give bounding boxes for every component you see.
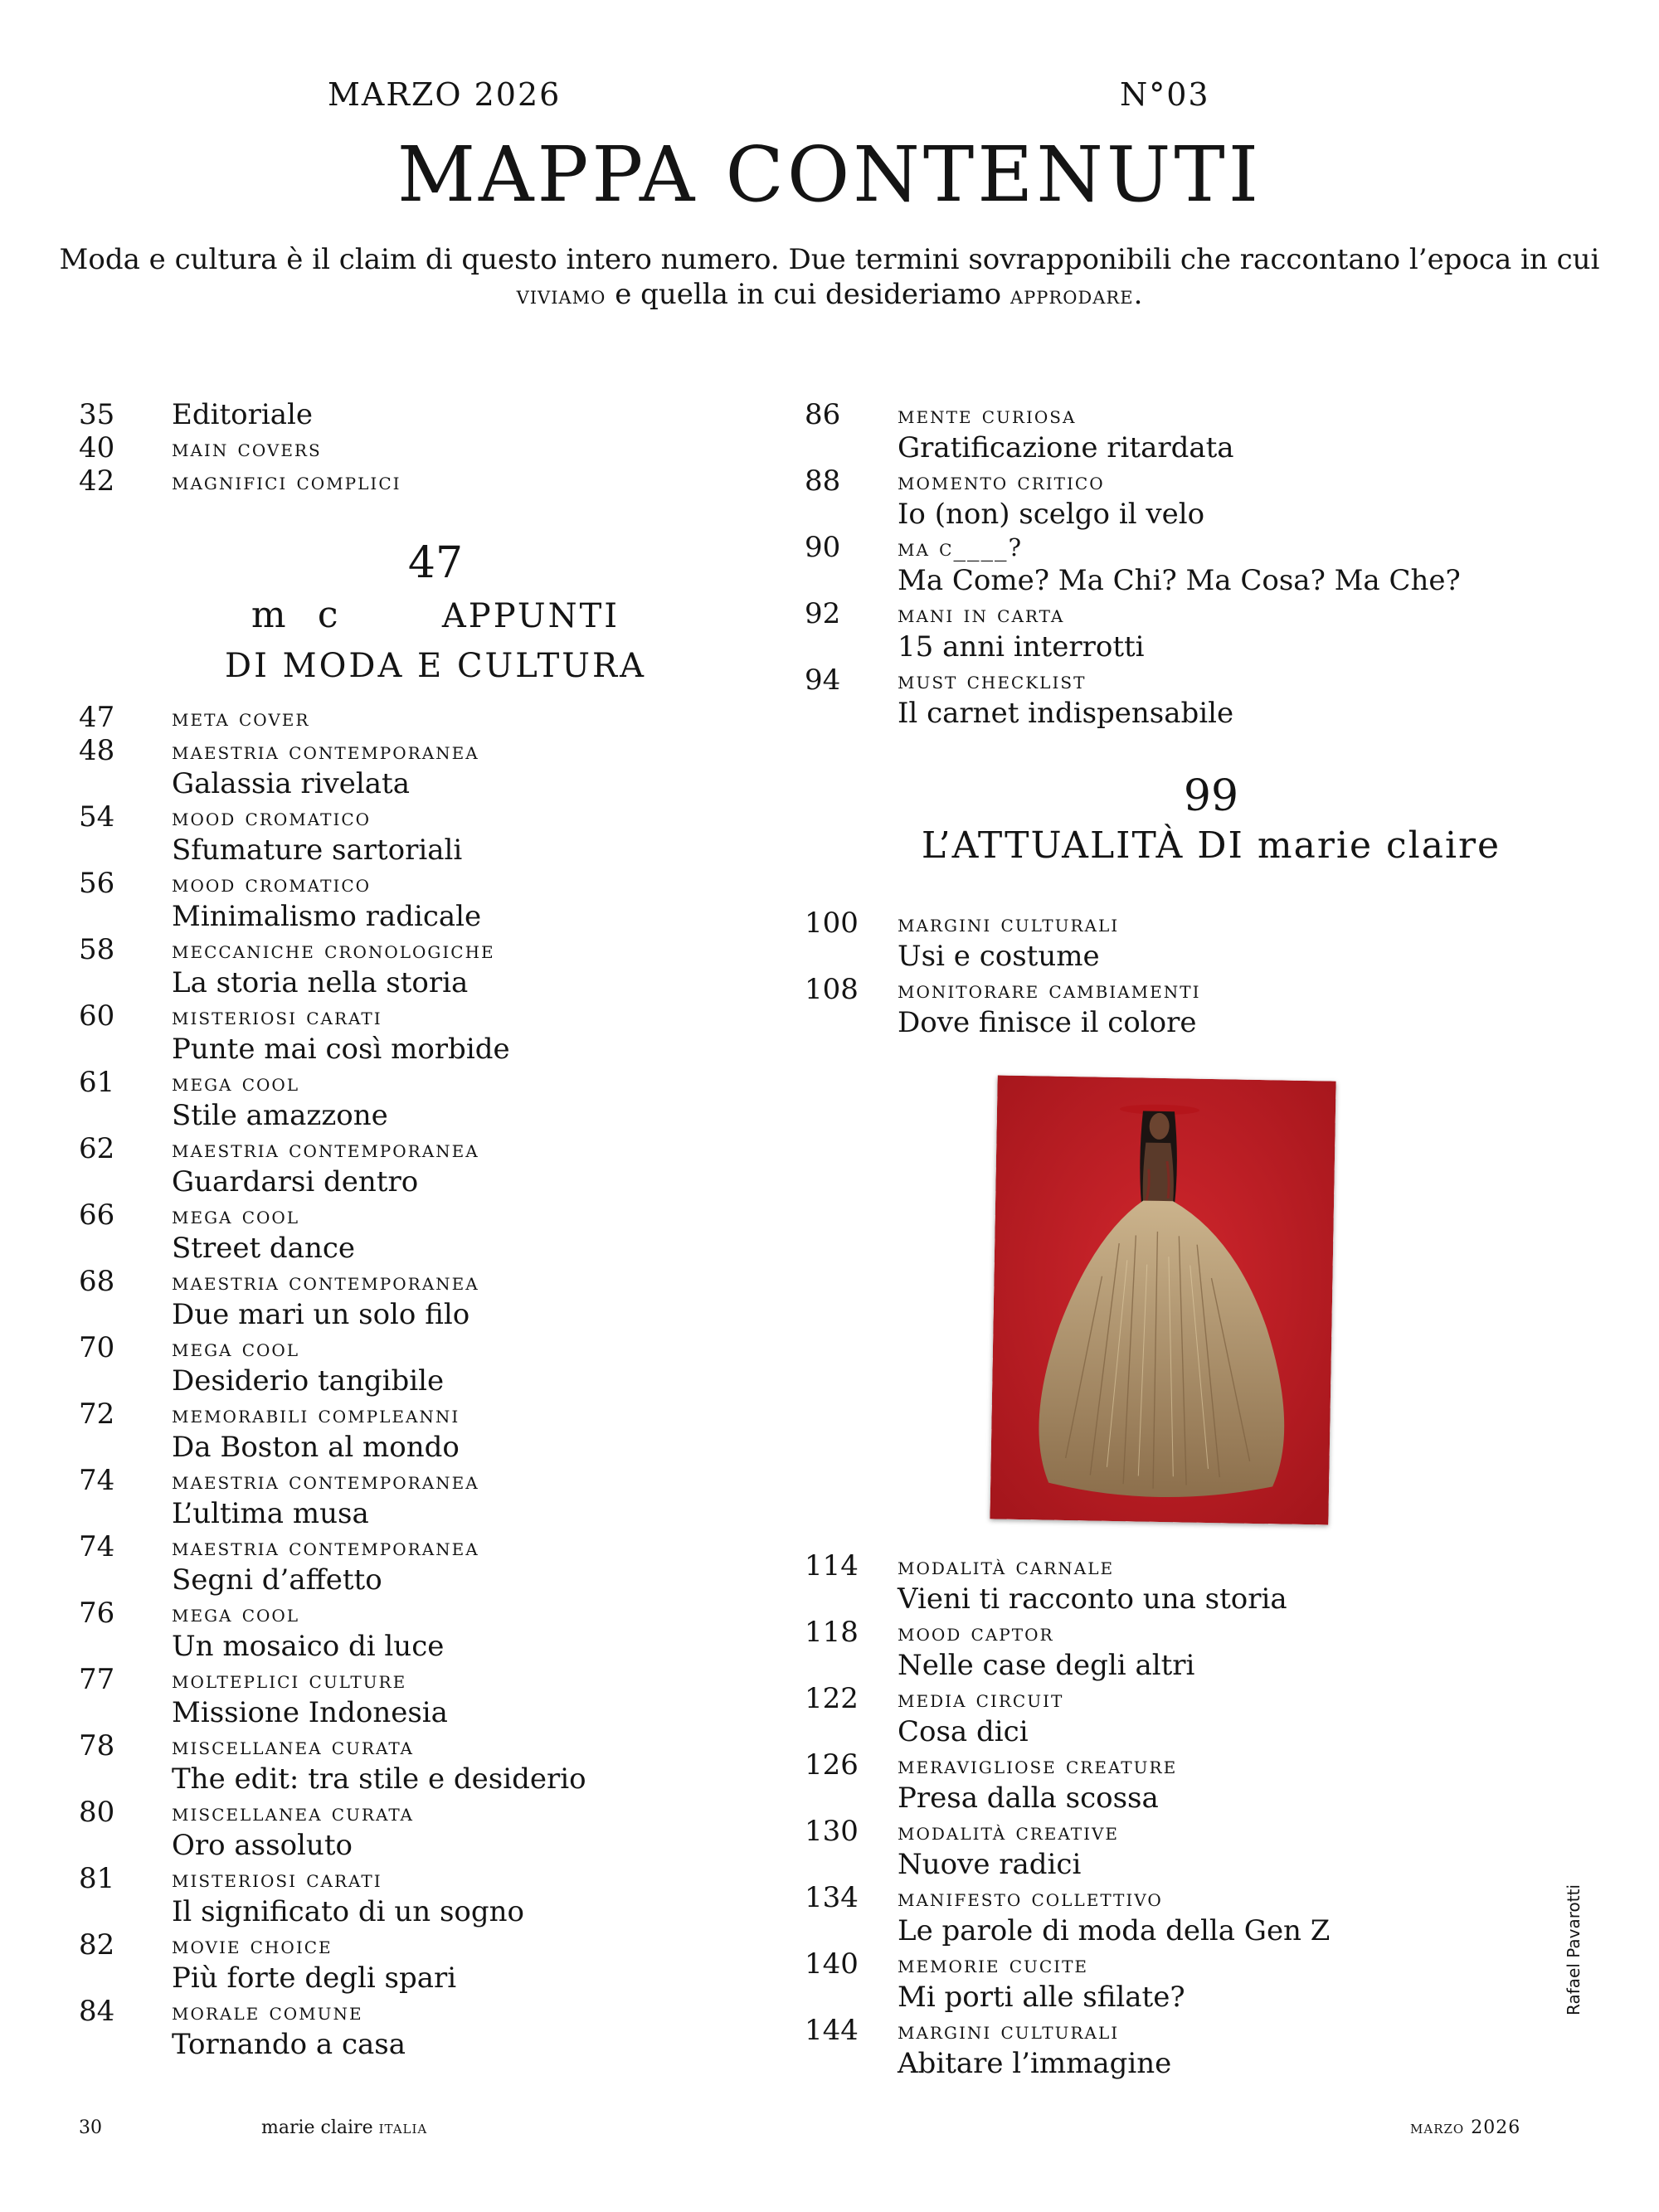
toc-page-number: 90 — [805, 531, 841, 564]
toc-entry — [79, 999, 767, 1066]
toc-section-kicker: memorie cucite — [898, 1950, 1089, 1978]
toc-page-number: 58 — [79, 933, 115, 966]
toc-page-number: 122 — [805, 1682, 859, 1715]
toc-entry — [79, 1530, 767, 1597]
toc-page-number: 56 — [79, 867, 115, 900]
section-header-mc — [79, 539, 792, 691]
intro-part3: . — [1133, 278, 1143, 311]
toc-section-kicker: mega cool — [172, 1201, 300, 1229]
toc-entry — [79, 1066, 767, 1132]
toc-entry — [79, 1796, 767, 1862]
toc-section-kicker: maestria contemporanea — [172, 1135, 479, 1163]
toc-entry — [79, 431, 767, 464]
toc-page-number: 68 — [79, 1265, 115, 1298]
toc-section-kicker: modalità creative — [898, 1817, 1120, 1845]
toc-article-title: Missione Indonesia — [172, 1696, 448, 1729]
toc-section-kicker: maestria contemporanea — [172, 1533, 479, 1561]
toc-right-top — [805, 398, 1593, 730]
toc-page-number: 118 — [805, 1616, 859, 1649]
toc-entry — [805, 1947, 1593, 2014]
toc-entry — [79, 1398, 767, 1464]
toc-entry — [79, 701, 767, 734]
toc-entry — [79, 1265, 767, 1331]
toc-section-kicker: meta cover — [172, 703, 310, 732]
intro-emphasis-2: approdare — [1010, 281, 1134, 310]
intro-part2: e quella in cui desideriamo — [606, 278, 1010, 311]
toc-section-kicker: margini culturali — [898, 2016, 1120, 2044]
toc-entry — [805, 1682, 1593, 1748]
toc-page-number: 66 — [79, 1198, 115, 1232]
section-subtitle: DI MODA E CULTURA — [225, 647, 646, 685]
toc-page-number: 92 — [805, 597, 841, 630]
toc-section-kicker: magnifici complici — [172, 467, 401, 495]
toc-page-number: 70 — [79, 1331, 115, 1364]
toc-article-title: Nuove radici — [898, 1848, 1082, 1881]
toc-entry — [805, 2014, 1593, 2080]
toc-article-title: Due mari un solo filo — [172, 1298, 470, 1331]
toc-page-number: 81 — [79, 1862, 115, 1895]
section-letter-m: m — [251, 594, 286, 636]
toc-article-title: Mi porti alle sfilate? — [898, 1981, 1185, 2014]
toc-right-attualita — [805, 907, 1593, 1039]
issue-number: N°03 — [1120, 76, 1210, 113]
toc-page-number: 140 — [805, 1947, 859, 1981]
footer-page-number: 30 — [79, 2117, 102, 2138]
footer-brand-name: marie claire — [261, 2117, 373, 2138]
toc-article-title: Desiderio tangibile — [172, 1364, 445, 1398]
toc-page-number: 78 — [79, 1729, 115, 1762]
toc-section-kicker: meccaniche cronologiche — [172, 936, 495, 964]
toc-article-title: Gratificazione ritardata — [898, 431, 1234, 464]
footer-date: marzo 2026 — [1410, 2117, 1521, 2138]
toc-entry — [79, 464, 767, 498]
section-page-number: 47 — [407, 538, 464, 588]
toc-section-kicker: ma c____? — [898, 533, 1023, 562]
toc-section-kicker: maestria contemporanea — [172, 1267, 479, 1296]
toc-page-number: 86 — [805, 398, 841, 431]
toc-article-title: Ma Come? Ma Chi? Ma Cosa? Ma Che? — [898, 564, 1461, 597]
section-letter-c: c — [317, 594, 338, 636]
toc-section-kicker: must checklist — [898, 666, 1087, 694]
toc-entry — [805, 1881, 1593, 1947]
toc-entry — [805, 398, 1593, 464]
toc-entry — [79, 1729, 767, 1796]
toc-article-title: Vieni ti racconto una storia — [898, 1582, 1287, 1616]
toc-page-number: 40 — [79, 431, 115, 464]
intro-emphasis-1: viviamo — [516, 281, 606, 310]
toc-article-title: Cosa dici — [898, 1715, 1029, 1748]
intro-part1: Moda e cultura è il claim di questo intero numero. Due termini sovrapponibili che raccontano l’epoca in cui — [59, 243, 1600, 276]
toc-page-number: 35 — [79, 398, 115, 431]
toc-article-title: Le parole di moda della Gen Z — [898, 1914, 1331, 1947]
toc-article-title: Minimalismo radicale — [172, 900, 482, 933]
toc-section-kicker: momento critico — [898, 467, 1105, 495]
photo-credit: Rafael Pavarotti — [1564, 1884, 1584, 2015]
section-appunti: APPUNTI — [441, 597, 620, 635]
toc-entry — [805, 1549, 1593, 1616]
toc-section-kicker: margini culturali — [898, 909, 1120, 937]
toc-page-number: 74 — [79, 1530, 115, 1563]
toc-entry — [79, 1464, 767, 1530]
toc-entry — [805, 1815, 1593, 1881]
footer-brand — [261, 2117, 427, 2138]
toc-article-title: Abitare l’immagine — [898, 2047, 1172, 2080]
toc-section-kicker: movie choice — [172, 1931, 333, 1959]
toc-entry — [79, 1995, 767, 2061]
toc-entry — [805, 973, 1593, 1039]
toc-page-number: 134 — [805, 1881, 859, 1914]
toc-entry — [79, 1597, 767, 1663]
toc-article-title: Oro assoluto — [172, 1829, 353, 1862]
toc-article-title: Stile amazzone — [172, 1099, 388, 1132]
section-label-brand: marie claire — [1257, 824, 1501, 867]
toc-section-kicker: mente curiosa — [898, 401, 1077, 429]
toc-section-kicker: misteriosi carati — [172, 1864, 382, 1893]
toc-page-number: 114 — [805, 1549, 859, 1582]
toc-page-number: 94 — [805, 664, 841, 697]
toc-entry — [805, 664, 1593, 730]
toc-left-main — [79, 701, 767, 2061]
toc-page-number: 88 — [805, 464, 841, 498]
toc-entry — [79, 1331, 767, 1398]
toc-section-kicker: mood cromatico — [172, 803, 372, 831]
toc-page-number: 48 — [79, 734, 115, 767]
toc-section-kicker: miscellanea curata — [172, 1798, 415, 1826]
toc-section-kicker: memorabili compleanni — [172, 1400, 460, 1428]
toc-page-number: 76 — [79, 1597, 115, 1630]
toc-article-title: Dove finisce il colore — [898, 1006, 1197, 1039]
toc-section-kicker: mega cool — [172, 1334, 300, 1362]
toc-page-number: 82 — [79, 1928, 115, 1962]
toc-article-title: The edit: tra stile e desiderio — [172, 1762, 586, 1796]
toc-article-title: Segni d’affetto — [172, 1563, 382, 1597]
toc-article-title: Punte mai così morbide — [172, 1033, 510, 1066]
toc-page-number: 84 — [79, 1995, 115, 2028]
toc-article-title: Sfumature sartoriali — [172, 834, 463, 867]
toc-entry — [79, 398, 767, 431]
toc-article-title: Street dance — [172, 1232, 356, 1265]
section-page-number: 99 — [1183, 771, 1239, 821]
toc-entry — [79, 1663, 767, 1729]
toc-section-kicker: mega cool — [172, 1068, 300, 1096]
toc-article-title: La storia nella storia — [172, 966, 469, 999]
photo-illustration — [990, 1075, 1335, 1524]
page-title: MAPPA CONTENUTI — [397, 130, 1262, 219]
section-title-line — [79, 591, 792, 641]
issue-date: MARZO 2026 — [328, 76, 562, 113]
toc-section-kicker: mood captor — [898, 1618, 1054, 1646]
toc-article-title: L’ultima musa — [172, 1497, 369, 1530]
intro-text — [50, 242, 1609, 314]
toc-section-kicker: mood cromatico — [172, 869, 372, 897]
toc-article-title: Editoriale — [172, 398, 313, 431]
toc-entry — [79, 734, 767, 800]
toc-page-number: 108 — [805, 973, 859, 1006]
toc-article-title: Io (non) scelgo il velo — [898, 498, 1205, 531]
toc-article-title: Tornando a casa — [172, 2028, 406, 2061]
footer-brand-suffix: italia — [378, 2117, 428, 2138]
toc-entry — [805, 464, 1593, 531]
toc-page-number: 126 — [805, 1748, 859, 1782]
toc-article-title: 15 anni interrotti — [898, 630, 1145, 664]
toc-page-number: 72 — [79, 1398, 115, 1431]
toc-page-number: 47 — [79, 701, 115, 734]
toc-entry — [805, 907, 1593, 973]
toc-page-number: 130 — [805, 1815, 859, 1848]
toc-entry — [805, 1616, 1593, 1682]
toc-article-title: Un mosaico di luce — [172, 1630, 445, 1663]
toc-article-title: Presa dalla scossa — [898, 1782, 1159, 1815]
toc-article-title: Da Boston al mondo — [172, 1431, 460, 1464]
toc-entry — [79, 800, 767, 867]
feature-photo — [990, 1075, 1335, 1524]
toc-page-number: 62 — [79, 1132, 115, 1165]
toc-section-kicker: monitorare cambiamenti — [898, 975, 1201, 1004]
toc-article-title: Usi e costume — [898, 940, 1100, 973]
toc-section-kicker: miscellanea curata — [172, 1732, 415, 1760]
toc-entry — [805, 531, 1593, 597]
toc-section-kicker: mani in carta — [898, 600, 1065, 628]
toc-section-kicker: manifesto collettivo — [898, 1884, 1163, 1912]
toc-page-number: 77 — [79, 1663, 115, 1696]
toc-entry — [805, 1748, 1593, 1815]
toc-section-kicker: modalità carnale — [898, 1552, 1115, 1580]
toc-page-number: 60 — [79, 999, 115, 1033]
toc-section-kicker: morale comune — [172, 1997, 363, 2025]
section-label-caps: L’ATTUALITÀ DI — [921, 824, 1258, 867]
toc-page-number: 80 — [79, 1796, 115, 1829]
toc-entry — [79, 1198, 767, 1265]
toc-entry — [805, 597, 1593, 664]
toc-article-title: Galassia rivelata — [172, 767, 410, 800]
toc-section-kicker: main covers — [172, 434, 322, 462]
toc-article-title: Il carnet indispensabile — [898, 697, 1234, 730]
toc-page-number: 144 — [805, 2014, 859, 2047]
toc-page-number: 61 — [79, 1066, 115, 1099]
toc-section-kicker: molteplici culture — [172, 1665, 407, 1694]
toc-section-kicker: maestria contemporanea — [172, 1466, 479, 1495]
toc-article-title: Nelle case degli altri — [898, 1649, 1195, 1682]
toc-entry — [79, 867, 767, 933]
toc-page-number: 54 — [79, 800, 115, 834]
toc-section-kicker: meravigliose creature — [898, 1751, 1178, 1779]
section-header-attualita — [805, 771, 1618, 871]
toc-article-title: Il significato di un sogno — [172, 1895, 524, 1928]
toc-right-bottom — [805, 1549, 1593, 2080]
toc-section-kicker: media circuit — [898, 1685, 1064, 1713]
toc-entry — [79, 1928, 767, 1995]
section-title — [805, 821, 1618, 871]
toc-article-title: Guardarsi dentro — [172, 1165, 419, 1198]
toc-entry — [79, 933, 767, 999]
toc-left-top — [79, 398, 767, 498]
toc-section-kicker: maestria contemporanea — [172, 737, 479, 765]
toc-entry — [79, 1132, 767, 1198]
toc-article-title: Più forte degli spari — [172, 1962, 457, 1995]
toc-section-kicker: misteriosi carati — [172, 1002, 382, 1030]
toc-page-number: 100 — [805, 907, 859, 940]
toc-entry — [79, 1862, 767, 1928]
toc-section-kicker: mega cool — [172, 1599, 300, 1627]
toc-page-number: 42 — [79, 464, 115, 498]
toc-page-number: 74 — [79, 1464, 115, 1497]
